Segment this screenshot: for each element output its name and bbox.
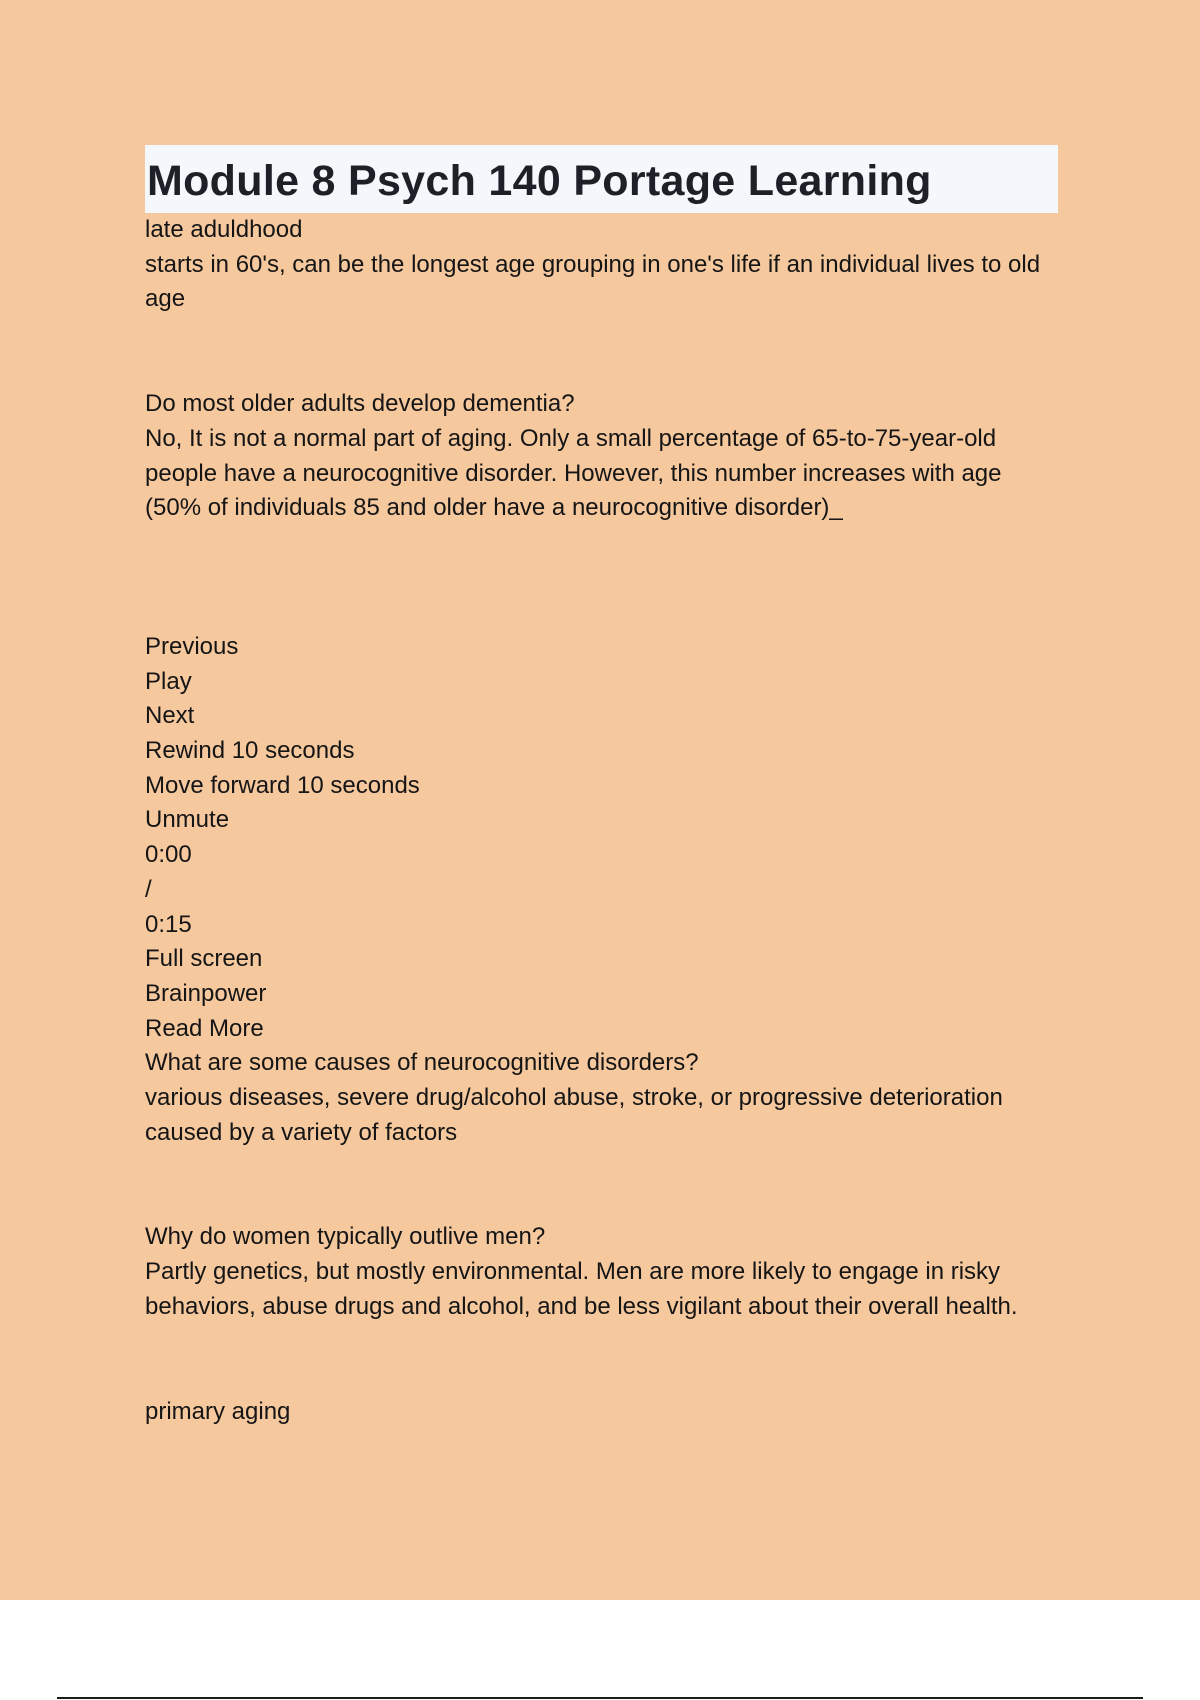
question: What are some causes of neurocognitive disorders? bbox=[145, 1049, 699, 1077]
term: late aduldhood bbox=[145, 216, 303, 243]
definition: starts in 60's, can be the longest age grouping in one's life if an individual lives to old age bbox=[145, 250, 1047, 313]
flashcard-primary-aging bbox=[145, 1395, 1060, 1430]
audio-player-text bbox=[145, 630, 1060, 1046]
next-control[interactable]: Next bbox=[145, 702, 195, 730]
title-highlight bbox=[145, 145, 1058, 213]
spacer bbox=[145, 1325, 1060, 1395]
answer: various diseases, severe drug/alcohol abuse, stroke, or progressive deterioration caused by a variety of factors bbox=[145, 1084, 1010, 1146]
brainpower-label: Brainpower bbox=[145, 979, 267, 1007]
question: Why do women typically outlive men? bbox=[145, 1223, 546, 1251]
forward-control[interactable]: Move forward 10 seconds bbox=[145, 771, 420, 799]
document-title: Module 8 Psych 140 Portage Learning bbox=[147, 156, 932, 205]
answer: Partly genetics, but mostly environmental. Men are more likely to engage in risky behaviors, abuse drugs and alcohol, and be less vigilant about their overall health. bbox=[145, 1258, 1018, 1320]
term: primary aging bbox=[145, 1397, 291, 1425]
previous-control[interactable]: Previous bbox=[145, 632, 239, 660]
flashcard-late-adulthood bbox=[145, 213, 1060, 317]
play-control[interactable]: Play bbox=[145, 667, 192, 695]
flashcard-causes bbox=[145, 1046, 1060, 1150]
spacer bbox=[145, 1150, 1060, 1220]
current-time: 0:00 bbox=[145, 841, 192, 869]
fullscreen-control[interactable]: Full screen bbox=[145, 945, 263, 973]
footer-rule bbox=[57, 1697, 1143, 1699]
flashcard-dementia bbox=[145, 387, 1060, 526]
time-separator: / bbox=[145, 875, 152, 903]
unmute-control[interactable]: Unmute bbox=[145, 806, 230, 834]
rewind-control[interactable]: Rewind 10 seconds bbox=[145, 737, 355, 765]
question: Do most older adults develop dementia? bbox=[145, 390, 575, 418]
flashcard-women-outlive-men bbox=[145, 1220, 1060, 1324]
spacer bbox=[145, 317, 1060, 387]
read-more-link[interactable]: Read More bbox=[145, 1014, 264, 1042]
document-content bbox=[145, 145, 1060, 1429]
answer: No, It is not a normal part of aging. Only a small percentage of 65-to-75-year-old people have a neurocognitive disorder. However, this number increases with age (50% of individuals 85 and older have a neurocognitive disorder)_ bbox=[145, 424, 1009, 522]
spacer bbox=[145, 526, 1060, 630]
duration: 0:15 bbox=[145, 910, 192, 938]
